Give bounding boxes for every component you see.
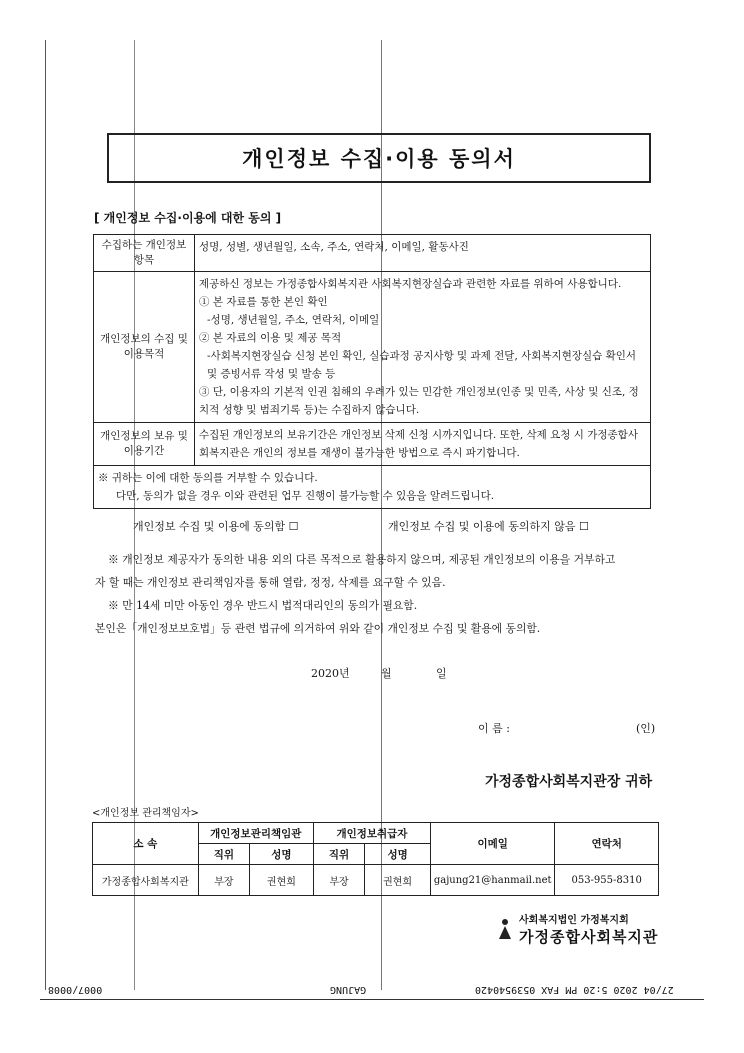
- logo-center-name: 가정종합사회복지관: [519, 928, 659, 946]
- retention-label: 개인정보의 보유 및 이용기간: [94, 423, 195, 466]
- purpose-item-2-sub: -사회복지현장실습 신청 본인 확인, 실습과정 공지사항 및 과제 전달, 사회복지현장실습 확인서 및 증빙서류 작성 및 발송 등: [207, 350, 637, 380]
- purpose-content: [195, 272, 651, 423]
- fax-header-middle: GAJUNG: [330, 984, 367, 995]
- collected-items-label: 수집하는 개인정보 항목: [94, 235, 195, 272]
- officer-caption: <개인정보 관리책임자>: [92, 808, 199, 819]
- table-row: [94, 272, 651, 423]
- officer-table: [92, 822, 659, 896]
- col-handler-name: 성명: [365, 844, 431, 865]
- col-manager-name: 성명: [250, 844, 314, 865]
- consent-table: [93, 234, 651, 509]
- scan-line-left: [45, 40, 46, 990]
- col-manager: 개인정보관리책임관: [198, 823, 313, 844]
- purpose-item-3: ③ 단, 이용자의 기본적 인권 침해의 우려가 있는 민감한 개인정보(인종 및 민족, 사상 및 신조, 정치적 성향 및 범죄기록 등)는 수집하지 않습니다.: [199, 386, 639, 416]
- collected-items-value: 성명, 성별, 생년월일, 소속, 주소, 연락처, 이메일, 활동사진: [195, 235, 651, 272]
- table-row: [93, 865, 659, 896]
- cell-affiliation: 가정종합사회복지관: [93, 865, 199, 896]
- cell-handler-position: 부장: [313, 865, 364, 896]
- disagree-label: 개인정보 수집 및 이용에 동의하지 않음: [388, 520, 576, 533]
- agree-option[interactable]: [133, 518, 299, 534]
- cell-handler-name: 권현희: [365, 865, 431, 896]
- notice-paragraph-2: ※ 만 14세 미만 아동인 경우 반드시 법적대리인의 동의가 필요함.: [108, 599, 418, 612]
- logo-foundation-name: 사회복지법인 가정복지회: [519, 915, 629, 926]
- date-year: 2020년: [311, 667, 350, 680]
- refusal-note-1: ※ 귀하는 이에 대한 동의를 거부할 수 있습니다.: [98, 472, 318, 484]
- notice-paragraph-1a: ※ 개인정보 제공자가 동의한 내용 외의 다른 목적으로 활용하지 않으며, 제공된 개인정보의 이용을 거부하고: [108, 553, 616, 566]
- agree-label: 개인정보 수집 및 이용에 동의함: [133, 520, 286, 533]
- addressee: 가정종합사회복지관장 귀하: [485, 774, 653, 790]
- purpose-item-2: ② 본 자료의 이용 및 제공 목적: [199, 332, 342, 344]
- purpose-intro: 제공하신 정보는 가정종합사회복지관 사회복지현장실습과 관련한 자료를 위하여 사용합니다.: [199, 278, 622, 290]
- col-manager-position: 직위: [198, 844, 249, 865]
- notice-paragraph-1b: 자 할 때는 개인정보 관리책임자를 통해 열람, 정정, 삭제를 요구할 수 있음.: [95, 576, 446, 589]
- cell-manager-position: 부장: [198, 865, 249, 896]
- cell-email: gajung21@hanmail.net: [431, 865, 555, 896]
- col-contact: 연락처: [555, 823, 659, 865]
- refusal-note: [94, 466, 651, 509]
- purpose-label: 개인정보의 수집 및 이용목적: [94, 272, 195, 423]
- organization-logo: [497, 911, 658, 947]
- col-handler: 개인정보취급자: [313, 823, 430, 844]
- document-title: 개인정보 수집·이용 동의서: [107, 133, 651, 183]
- date-month: 월: [381, 667, 392, 680]
- purpose-item-1: ① 본 자료를 통한 본인 확인: [199, 296, 328, 308]
- refusal-note-2: 다만, 동의가 없을 경우 이와 관련된 업무 진행이 불가능할 수 있음을 알려드립니다.: [116, 490, 495, 502]
- col-affiliation: 소 속: [93, 823, 199, 865]
- col-email: 이메일: [431, 823, 555, 865]
- logo-emblem-icon: [497, 917, 513, 941]
- table-row: [94, 235, 651, 272]
- fax-header-left: 27/04 2020 5:20 PM FAX 0539540420: [475, 984, 674, 995]
- cell-manager-name: 권현희: [250, 865, 314, 896]
- fax-header-right: 0007/0008: [48, 984, 103, 995]
- col-handler-position: 직위: [313, 844, 364, 865]
- table-row: [94, 423, 651, 466]
- purpose-item-1-sub: -성명, 생년월일, 주소, 연락처, 이메일: [207, 314, 380, 326]
- cell-contact: 053-955-8310: [555, 865, 659, 896]
- agree-checkbox[interactable]: ☐: [288, 520, 299, 533]
- disagree-option[interactable]: [388, 518, 589, 534]
- table-row: [94, 466, 651, 509]
- date-day: 일: [436, 667, 447, 680]
- name-label: 이 름 :: [478, 722, 510, 735]
- footer-divider: [40, 999, 704, 1000]
- table-header-row: [93, 823, 659, 844]
- retention-value: 수집된 개인정보의 보유기간은 개인정보 삭제 신청 시까지입니다. 또한, 삭제 요청 시 가정종합사회복지관은 개인의 정보를 재생이 불가능한 방법으로 즉시 파기합니다.: [195, 423, 651, 466]
- seal-mark: (인): [636, 722, 656, 735]
- section-heading: [ 개인정보 수집·이용에 대한 동의 ]: [94, 211, 282, 225]
- consent-statement: 본인은「개인정보보호법」등 관련 법규에 의거하여 위와 같이 개인정보 수집 및 활용에 동의함.: [95, 622, 541, 635]
- disagree-checkbox[interactable]: ☐: [579, 520, 589, 533]
